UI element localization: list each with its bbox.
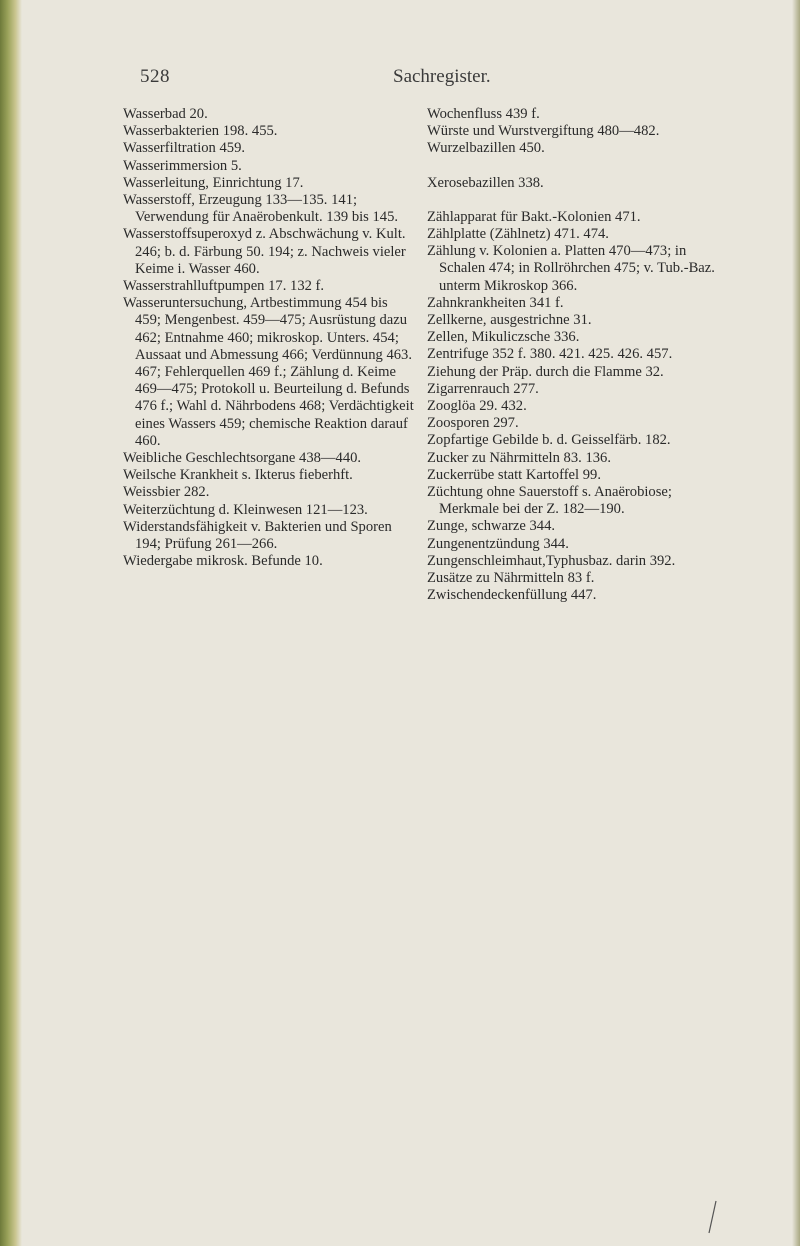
index-entry: Wasserimmersion 5. [123, 157, 242, 174]
index-entry: Zählapparat für Bakt.-Kolonien 471. [427, 208, 641, 225]
index-entry: Zwischendeckenfüllung 447. [427, 587, 597, 604]
index-entry: Züchtung ohne Sauerstoff s. Anaërobiose; Merkmale bei der Z. 182—190. [427, 484, 672, 518]
index-column-right [427, 106, 719, 604]
pencil-mark [707, 1200, 717, 1234]
index-entry: Würste und Wurstvergiftung 480—482. [427, 123, 660, 140]
index-entry: Weiterzüchtung d. Kleinwesen 121—123. [123, 501, 368, 518]
page-number: 528 [140, 66, 170, 87]
index-section-x [427, 175, 719, 192]
index-entry: Zopfartige Gebilde b. d. Geisselfärb. 182. [427, 432, 671, 449]
index-entry: Zunge, schwarze 344. [427, 518, 556, 535]
index-entry: Zoosporen 297. [427, 415, 519, 432]
index-entry: Zungenentzündung 344. [427, 535, 569, 552]
index-entry: Weilsche Krankheit s. Ikterus fieberhft. [123, 467, 353, 484]
index-entry: Zählplatte (Zählnetz) 471. 474. [427, 226, 609, 243]
index-entry: Zahnkrankheiten 341 f. [427, 294, 564, 311]
index-entry: Wasseruntersuchung, Artbestimmung 454 bis 459; Mengenbest. 459—475; Ausrüstung dazu 462; Entnahme 460; mikroskop. Unters. 454; Aussaat und Abmessung 466; Verdünnung 463. 467; Fehlerquellen 469 f.; Zählung d. Keime 469—475; Protokoll u. Beurteilung d. Befunds 476 f.; Wahl d. Nährbodens 468; Verdächtigkeit eines Wassers 459; chemische Reaktion darauf 460. [123, 295, 414, 449]
index-entry: Wochenfluss 439 f. [427, 106, 540, 122]
index-entry: Ziehung der Präp. durch die Flamme 32. [427, 363, 664, 380]
index-entry: Weissbier 282. [123, 484, 210, 501]
index-entry: Zigarrenrauch 277. [427, 380, 539, 397]
index-entry: Zusätze zu Nährmitteln 83 f. [427, 570, 595, 587]
index-entry: Wurzelbazillen 450. [427, 140, 545, 157]
index-entry: Zentrifuge 352 f. 380. 421. 425. 426. 457. [427, 346, 673, 363]
index-entry: Wasserfiltration 459. [123, 140, 246, 157]
index-section-z [427, 209, 719, 605]
index-entry: Wasserstoffsuperoxyd z. Abschwächung v. Kult. 246; b. d. Färbung 50. 194; z. Nachweis vieler Keime i. Wasser 460. [123, 226, 406, 277]
index-entry: Zooglöa 29. 432. [427, 398, 527, 415]
index-entry: Wasserleitung, Einrichtung 17. [123, 174, 304, 191]
running-title: Sachregister. [393, 66, 491, 87]
index-entry: Widerstandsfähigkeit v. Bakterien und Sporen 194; Prüfung 261—266. [123, 518, 392, 553]
index-column-left [123, 106, 415, 570]
book-binding-edge [0, 0, 22, 1246]
index-section-w [427, 106, 719, 158]
section-gap [427, 158, 719, 175]
index-entry: Zungenschleimhaut,Typhusbaz. darin 392. [427, 552, 676, 569]
index-entry: Wasserbad 20. [123, 106, 208, 122]
index-entry: Weibliche Geschlechtsorgane 438—440. [123, 450, 362, 467]
index-entry: Wasserstrahlluftpumpen 17. 132 f. [123, 278, 325, 295]
page-right-edge [792, 0, 800, 1246]
index-entry: Xerosebazillen 338. [427, 174, 544, 191]
index-entry: Zellen, Mikuliczsche 336. [427, 329, 580, 346]
index-entry: Zucker zu Nährmitteln 83. 136. [427, 449, 611, 466]
index-entry: Wiedergabe mikrosk. Befunde 10. [123, 553, 323, 570]
index-entry: Zuckerrübe statt Kartoffel 99. [427, 466, 601, 483]
section-gap [427, 192, 719, 209]
index-entry: Zählung v. Kolonien a. Platten 470—473; in Schalen 474; in Rollröhrchen 475; v. Tub.-Baz. unterm Mikroskop 366. [427, 243, 715, 294]
index-entry: Zellkerne, ausgestrichne 31. [427, 312, 592, 329]
index-entry: Wasserbakterien 198. 455. [123, 123, 278, 140]
page-header [0, 66, 800, 90]
index-entry: Wasserstoff, Erzeugung 133—135. 141; Verwendung für Anaërobenkult. 139 bis 145. [123, 192, 399, 226]
